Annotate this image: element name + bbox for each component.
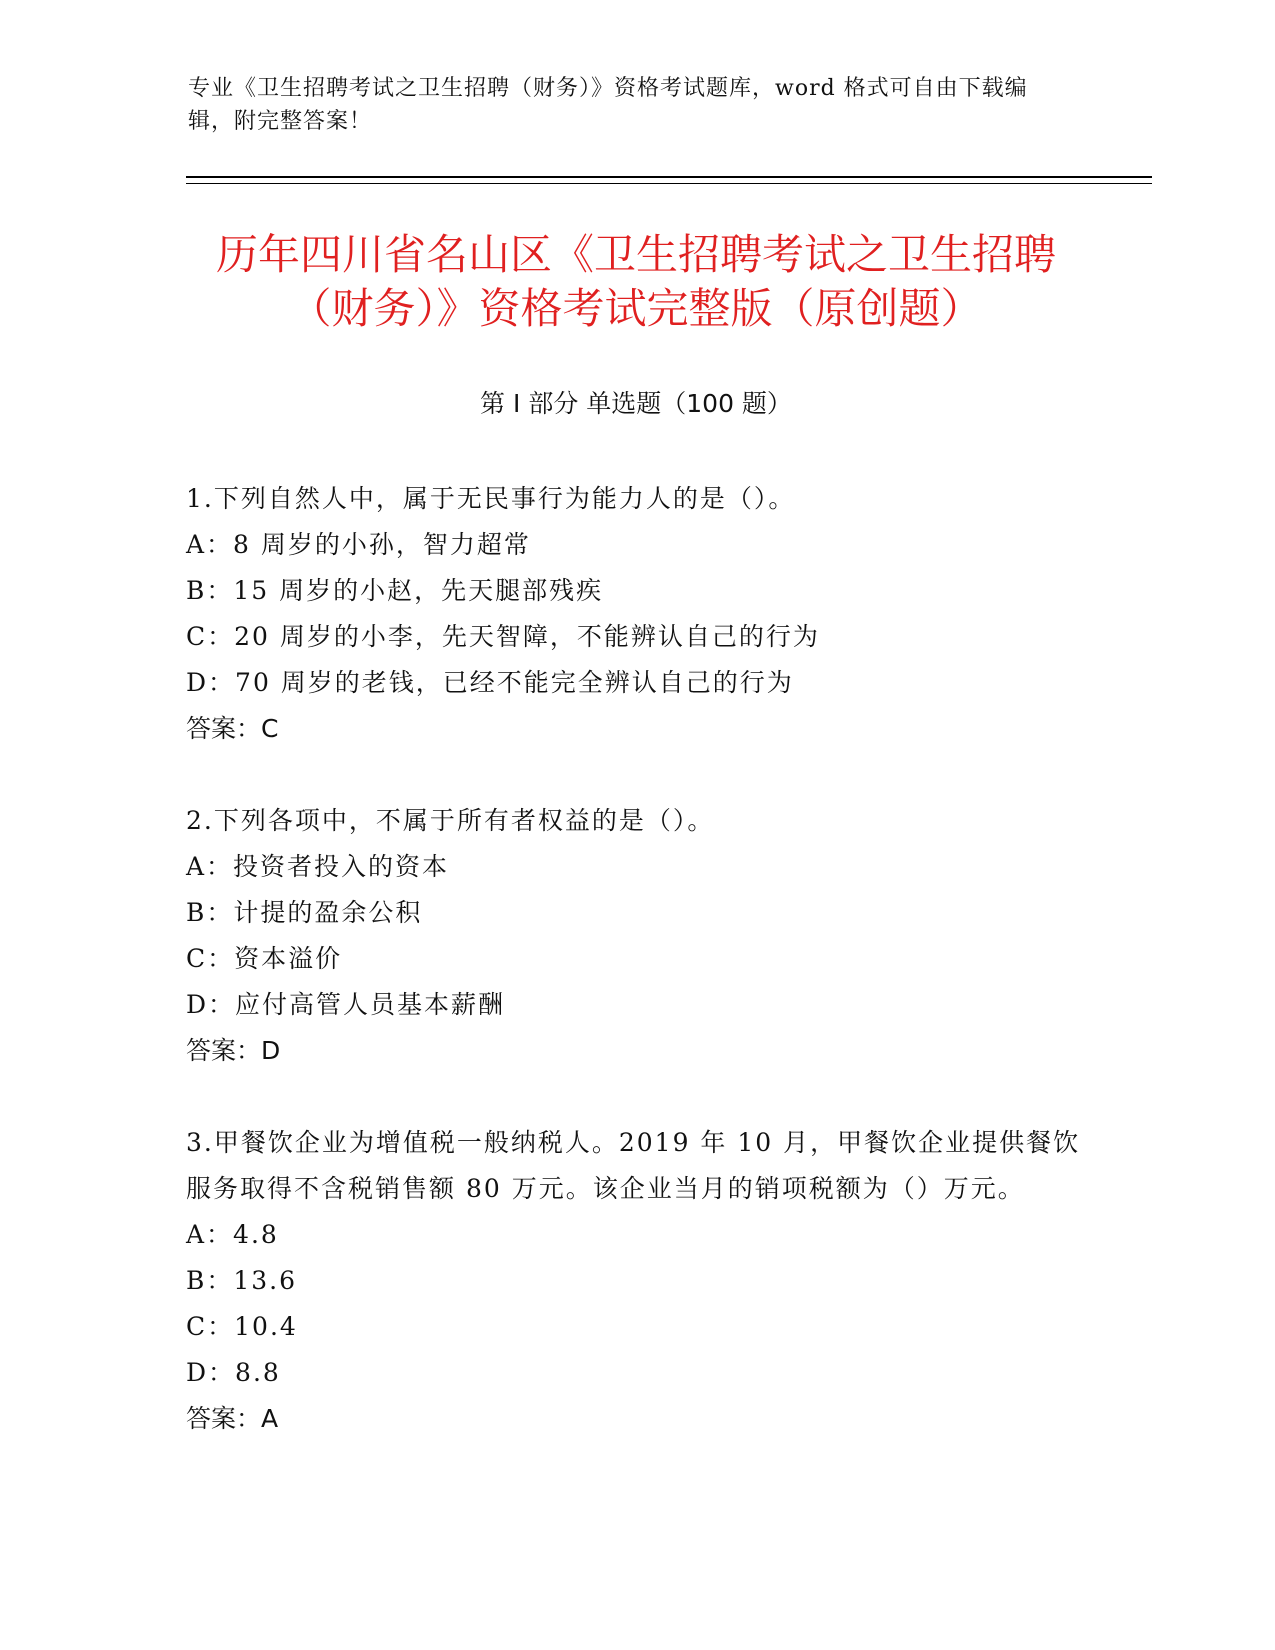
header-note: 专业《卫生招聘考试之卫生招聘（财务）》资格考试题库，word 格式可自由下载编辑，附完整答案！ bbox=[188, 76, 1028, 134]
option-a: A：4.8 bbox=[186, 1220, 279, 1249]
option-b: B：15 周岁的小赵，先天腿部残疾 bbox=[186, 576, 604, 605]
option-b: B：计提的盈余公积 bbox=[186, 898, 423, 927]
option-a: A：投资者投入的资本 bbox=[186, 852, 450, 881]
option-a: A：8 周岁的小孙，智力超常 bbox=[186, 530, 531, 559]
section-title: 第 I 部分 单选题（100 题） bbox=[480, 389, 792, 418]
question-stem: 1.下列自然人中，属于无民事行为能力人的是（）。 bbox=[186, 484, 796, 513]
option-d: D：70 周岁的老钱，已经不能完全辨认自己的行为 bbox=[186, 668, 794, 697]
answer: 答案：A bbox=[186, 1404, 279, 1433]
header-divider-thick bbox=[186, 176, 1152, 178]
option-c: C：20 周岁的小李，先天智障，不能辨认自己的行为 bbox=[186, 622, 820, 651]
question-1 bbox=[186, 476, 1086, 752]
option-c: C：10.4 bbox=[186, 1312, 298, 1341]
option-b: B：13.6 bbox=[186, 1266, 298, 1295]
question-stem: 3.甲餐饮企业为增值税一般纳税人。2019 年 10 月，甲餐饮企业提供餐饮服务取得不含税销售额 80 万元。该企业当月的销项税额为（）万元。 bbox=[186, 1128, 1081, 1203]
question-3 bbox=[186, 1120, 1086, 1442]
answer: 答案：D bbox=[186, 1036, 281, 1065]
option-d: D：8.8 bbox=[186, 1358, 281, 1387]
option-d: D：应付高管人员基本薪酬 bbox=[186, 990, 506, 1019]
question-2 bbox=[186, 798, 1086, 1074]
header-divider-thin bbox=[186, 183, 1152, 184]
option-c: C：资本溢价 bbox=[186, 944, 343, 973]
document-title: 历年四川省名山区《卫生招聘考试之卫生招聘（财务）》资格考试完整版（原创题） bbox=[215, 230, 1056, 333]
answer: 答案：C bbox=[186, 714, 279, 743]
question-list bbox=[186, 476, 1086, 1488]
question-stem: 2.下列各项中，不属于所有者权益的是（）。 bbox=[186, 806, 715, 835]
